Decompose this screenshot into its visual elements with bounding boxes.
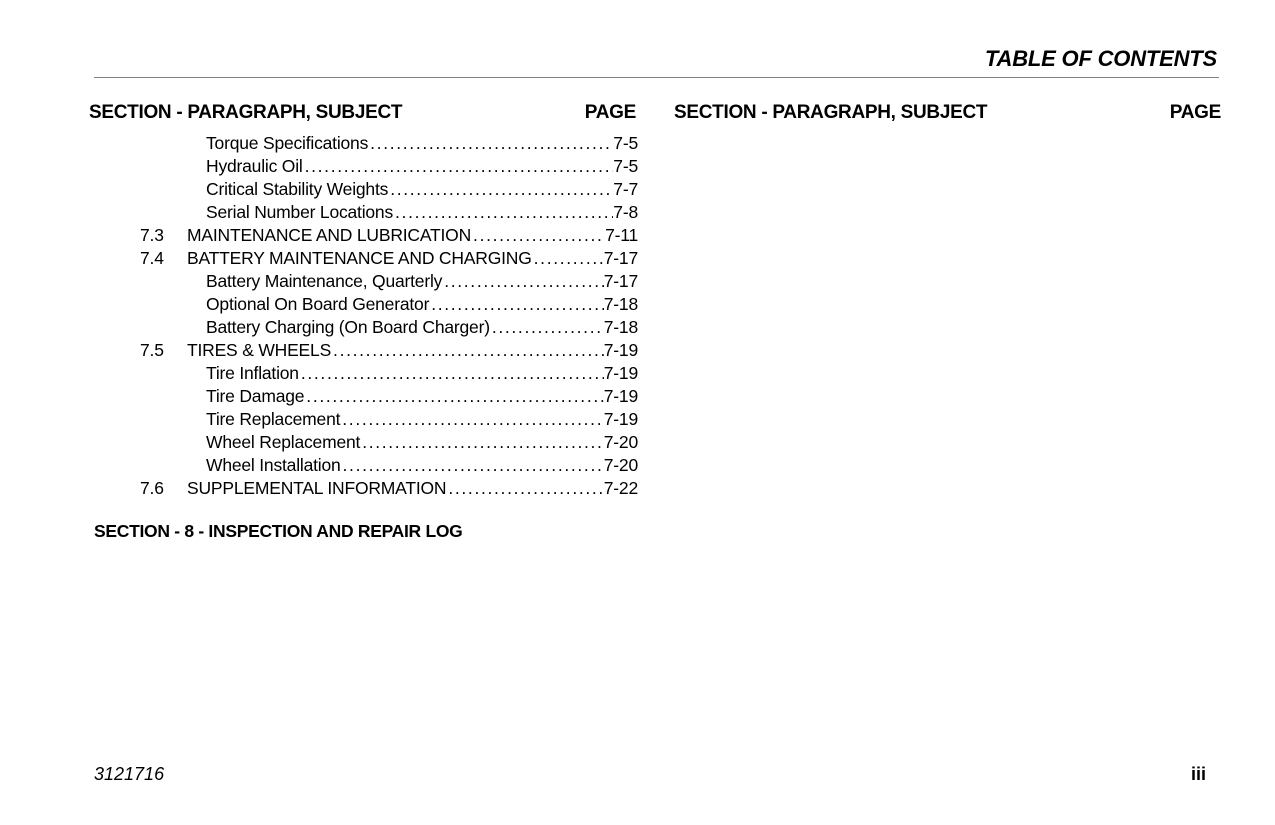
toc-entry-page: 7-20 xyxy=(603,455,638,475)
toc-entry-page: 7-17 xyxy=(603,248,638,268)
toc-entry-title: SUPPLEMENTAL INFORMATION xyxy=(187,478,447,498)
left-page-label: PAGE xyxy=(584,102,636,123)
toc-dot-leader xyxy=(442,270,604,293)
toc-entry-line xyxy=(206,362,638,385)
toc-entry-line xyxy=(206,454,638,477)
toc-entry[interactable] xyxy=(140,270,638,293)
toc-dot-leader xyxy=(331,339,604,362)
toc-dot-leader xyxy=(393,201,613,224)
toc-dot-leader xyxy=(471,224,605,247)
section-8-heading[interactable]: SECTION - 8 - INSPECTION AND REPAIR LOG xyxy=(94,521,463,541)
toc-entry-number: 7.3 xyxy=(140,225,164,245)
toc-entry-title: Tire Replacement xyxy=(206,409,341,429)
toc-dot-leader xyxy=(340,408,604,431)
right-column-header xyxy=(674,102,1221,126)
toc-entry-page: 7-19 xyxy=(603,363,638,383)
toc-entry-title: Tire Damage xyxy=(206,386,305,406)
toc-entry[interactable] xyxy=(140,201,638,224)
toc-entry[interactable] xyxy=(140,408,638,431)
toc-entry-title: Optional On Board Generator xyxy=(206,294,430,314)
toc-entry-title: Tire Inflation xyxy=(206,363,299,383)
toc-dot-leader xyxy=(388,178,613,201)
toc-entry-title: BATTERY MAINTENANCE AND CHARGING xyxy=(187,248,532,268)
toc-entry[interactable] xyxy=(140,362,638,385)
toc-dot-leader xyxy=(341,454,604,477)
right-subject-label: SECTION - PARAGRAPH, SUBJECT xyxy=(674,102,988,123)
toc-entry[interactable] xyxy=(140,385,638,408)
toc-entry-number: 7.6 xyxy=(140,478,164,498)
toc-entry-line xyxy=(187,477,638,500)
toc-entry-line xyxy=(187,224,638,247)
toc-entry-line xyxy=(206,201,638,224)
toc-entry-page: 7-5 xyxy=(613,156,638,176)
toc-entry[interactable] xyxy=(140,247,638,270)
toc-entry-line xyxy=(206,155,638,178)
toc-entry-page: 7-17 xyxy=(603,271,638,291)
toc-entry[interactable] xyxy=(140,178,638,201)
toc-entry-page: 7-19 xyxy=(603,409,638,429)
toc-entry-line xyxy=(206,178,638,201)
toc-entry-line xyxy=(206,408,638,431)
page-number: iii xyxy=(1190,764,1206,784)
toc-dot-leader xyxy=(532,247,604,270)
toc-list xyxy=(140,132,638,500)
page-title: TABLE OF CONTENTS xyxy=(984,46,1217,71)
toc-entry-title: Serial Number Locations xyxy=(206,202,394,222)
toc-dot-leader xyxy=(303,155,614,178)
toc-entry[interactable] xyxy=(140,339,638,362)
toc-dot-leader xyxy=(368,132,613,155)
toc-entry-title: TIRES & WHEELS xyxy=(187,340,332,360)
toc-dot-leader xyxy=(304,385,603,408)
toc-entry[interactable] xyxy=(140,224,638,247)
toc-entry-line xyxy=(206,270,638,293)
toc-entry[interactable] xyxy=(140,477,638,500)
toc-entry[interactable] xyxy=(140,431,638,454)
toc-entry-page: 7-19 xyxy=(603,386,638,406)
toc-entry[interactable] xyxy=(140,132,638,155)
toc-entry-line xyxy=(206,293,638,316)
toc-entry-page: 7-7 xyxy=(613,179,638,199)
toc-dot-leader xyxy=(429,293,604,316)
left-column-header xyxy=(89,102,636,126)
toc-dot-leader xyxy=(360,431,604,454)
toc-entry-page: 7-18 xyxy=(603,317,638,337)
toc-entry-line xyxy=(206,385,638,408)
toc-entry-page: 7-5 xyxy=(613,133,638,153)
right-page-label: PAGE xyxy=(1169,102,1221,123)
toc-entry-line xyxy=(187,247,638,270)
toc-entry-page: 7-18 xyxy=(603,294,638,314)
toc-entry-line xyxy=(206,132,638,155)
toc-entry-title: Battery Maintenance, Quarterly xyxy=(206,271,443,291)
toc-entry-title: Wheel Installation xyxy=(206,455,341,475)
toc-entry-number: 7.5 xyxy=(140,340,164,360)
toc-dot-leader xyxy=(490,316,604,339)
toc-entry-title: Critical Stability Weights xyxy=(206,179,389,199)
toc-entry-title: Hydraulic Oil xyxy=(206,156,303,176)
toc-entry-title: Battery Charging (On Board Charger) xyxy=(206,317,490,337)
toc-entry-title: Torque Specifications xyxy=(206,133,369,153)
toc-entry[interactable] xyxy=(140,293,638,316)
toc-entry-page: 7-11 xyxy=(605,225,638,245)
toc-entry-line xyxy=(187,339,638,362)
toc-entry-number: 7.4 xyxy=(140,248,164,268)
toc-entry-page: 7-20 xyxy=(603,432,638,452)
toc-entry-page: 7-22 xyxy=(603,478,638,498)
toc-entry[interactable] xyxy=(140,316,638,339)
toc-entry-title: MAINTENANCE AND LUBRICATION xyxy=(187,225,472,245)
header-divider xyxy=(94,77,1219,78)
toc-entry-page: 7-19 xyxy=(603,340,638,360)
toc-entry-title: Wheel Replacement xyxy=(206,432,361,452)
toc-entry[interactable] xyxy=(140,454,638,477)
toc-entry-page: 7-8 xyxy=(613,202,638,222)
left-subject-label: SECTION - PARAGRAPH, SUBJECT xyxy=(89,102,403,123)
toc-entry-line xyxy=(206,431,638,454)
toc-dot-leader xyxy=(299,362,604,385)
toc-entry-line xyxy=(206,316,638,339)
toc-dot-leader xyxy=(446,477,603,500)
toc-entry[interactable] xyxy=(140,155,638,178)
document-number: 3121716 xyxy=(94,764,165,784)
